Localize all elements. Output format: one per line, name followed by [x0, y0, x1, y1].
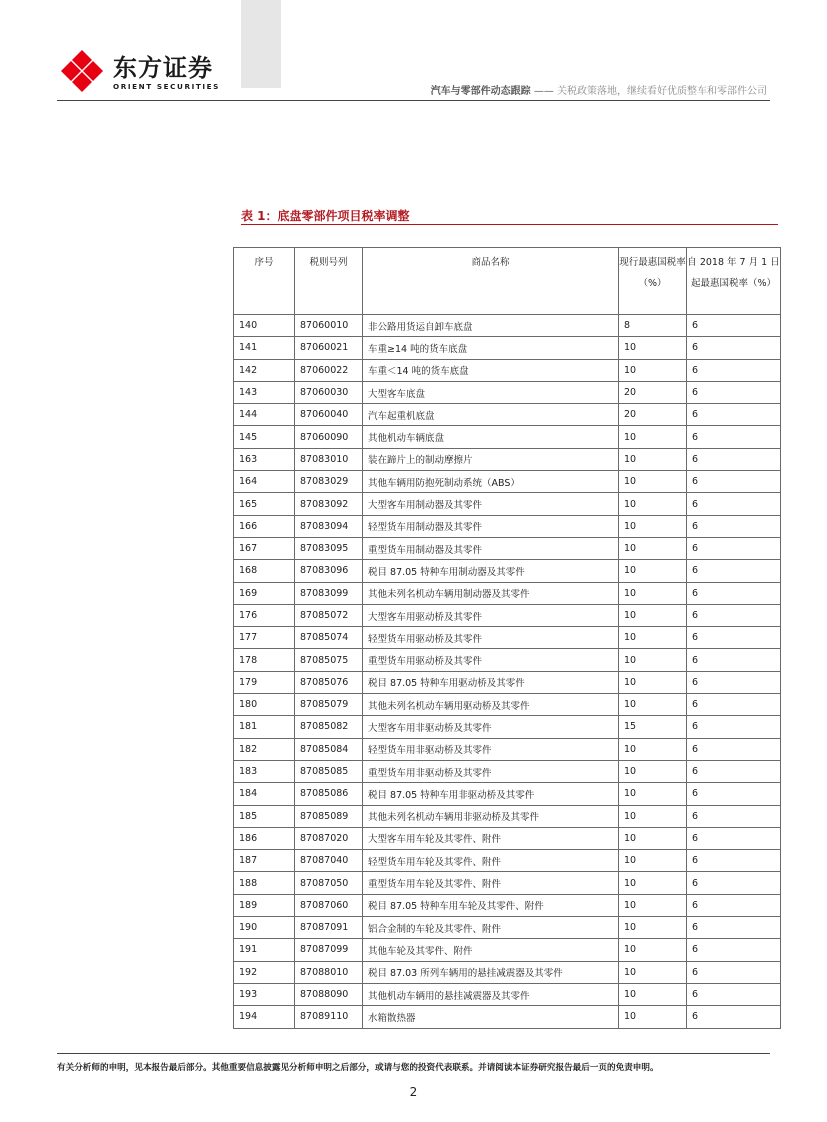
cell-new-rate: 6 — [687, 1006, 781, 1028]
table-row — [234, 894, 781, 916]
cell-current-rate: 10 — [619, 894, 687, 916]
table-header-row — [234, 248, 781, 315]
cell-tariff-code: 87085082 — [295, 716, 363, 738]
table-row — [234, 448, 781, 470]
table-row — [234, 315, 781, 337]
cell-tariff-code: 87083099 — [295, 582, 363, 604]
cell-product-name: 大型客车用驱动桥及其零件 — [363, 604, 619, 626]
cell-tariff-code: 87087050 — [295, 872, 363, 894]
cell-product-name: 税目 87.05 特种车用车轮及其零件、附件 — [363, 894, 619, 916]
cell-tariff-code: 87085085 — [295, 760, 363, 782]
cell-product-name: 铝合金制的车轮及其零件、附件 — [363, 917, 619, 939]
table-row — [234, 537, 781, 559]
table-row — [234, 716, 781, 738]
cell-seq: 194 — [234, 1006, 295, 1028]
cell-product-name: 税目 87.05 特种车用制动器及其零件 — [363, 560, 619, 582]
cell-tariff-code: 87060040 — [295, 404, 363, 426]
cell-current-rate: 20 — [619, 404, 687, 426]
table-row — [234, 582, 781, 604]
cell-current-rate: 8 — [619, 315, 687, 337]
cell-current-rate: 10 — [619, 961, 687, 983]
cell-seq: 182 — [234, 738, 295, 760]
cell-current-rate: 10 — [619, 783, 687, 805]
cell-new-rate: 6 — [687, 805, 781, 827]
cell-new-rate: 6 — [687, 894, 781, 916]
table-row — [234, 493, 781, 515]
table-row — [234, 604, 781, 626]
cell-tariff-code: 87087020 — [295, 827, 363, 849]
report-series: 汽车与零部件动态跟踪 — [430, 86, 531, 97]
table-row — [234, 939, 781, 961]
cell-product-name: 其他机动车辆用的悬挂减震器及其零件 — [363, 983, 619, 1005]
cell-current-rate: 10 — [619, 582, 687, 604]
table-row — [234, 426, 781, 448]
cell-current-rate: 15 — [619, 716, 687, 738]
cell-seq: 141 — [234, 337, 295, 359]
cell-tariff-code: 87085075 — [295, 649, 363, 671]
cell-seq: 169 — [234, 582, 295, 604]
cell-new-rate: 6 — [687, 649, 781, 671]
cell-tariff-code: 87087099 — [295, 939, 363, 961]
cell-current-rate: 10 — [619, 604, 687, 626]
cell-new-rate: 6 — [687, 582, 781, 604]
header-product-name: 商品名称 — [363, 248, 619, 315]
cell-tariff-code: 87083092 — [295, 493, 363, 515]
cell-current-rate: 10 — [619, 537, 687, 559]
header-current-rate: 现行最惠国税率（%） — [619, 248, 687, 315]
cell-current-rate: 10 — [619, 738, 687, 760]
cell-tariff-code: 87060090 — [295, 426, 363, 448]
cell-new-rate: 6 — [687, 939, 781, 961]
cell-current-rate: 10 — [619, 560, 687, 582]
company-logo — [57, 46, 227, 96]
cell-new-rate: 6 — [687, 917, 781, 939]
cell-product-name: 汽车起重机底盘 — [363, 404, 619, 426]
cell-current-rate: 10 — [619, 627, 687, 649]
cell-seq: 183 — [234, 760, 295, 782]
cell-new-rate: 6 — [687, 404, 781, 426]
cell-new-rate: 6 — [687, 961, 781, 983]
cell-new-rate: 6 — [687, 716, 781, 738]
cell-current-rate: 10 — [619, 515, 687, 537]
table-row — [234, 760, 781, 782]
cell-product-name: 税目 87.05 特种车用驱动桥及其零件 — [363, 671, 619, 693]
header-gray-block — [241, 0, 281, 88]
table-row — [234, 337, 781, 359]
cell-product-name: 大型客车底盘 — [363, 381, 619, 403]
cell-current-rate: 10 — [619, 917, 687, 939]
cell-current-rate: 10 — [619, 493, 687, 515]
cell-tariff-code: 87083010 — [295, 448, 363, 470]
cell-seq: 177 — [234, 627, 295, 649]
cell-current-rate: 10 — [619, 760, 687, 782]
cell-tariff-code: 87087040 — [295, 850, 363, 872]
cell-seq: 142 — [234, 359, 295, 381]
cell-product-name: 车重≥14 吨的货车底盘 — [363, 337, 619, 359]
table-row — [234, 471, 781, 493]
cell-new-rate: 6 — [687, 337, 781, 359]
cell-seq: 180 — [234, 694, 295, 716]
cell-new-rate: 6 — [687, 315, 781, 337]
cell-product-name: 轻型货车用非驱动桥及其零件 — [363, 738, 619, 760]
cell-seq: 192 — [234, 961, 295, 983]
cell-tariff-code: 87060030 — [295, 381, 363, 403]
cell-new-rate: 6 — [687, 783, 781, 805]
table-row — [234, 381, 781, 403]
cell-seq: 166 — [234, 515, 295, 537]
cell-seq: 143 — [234, 381, 295, 403]
cell-new-rate: 6 — [687, 604, 781, 626]
cell-seq: 181 — [234, 716, 295, 738]
cell-seq: 186 — [234, 827, 295, 849]
cell-seq: 144 — [234, 404, 295, 426]
cell-seq: 164 — [234, 471, 295, 493]
cell-current-rate: 10 — [619, 983, 687, 1005]
cell-product-name: 车重＜14 吨的货车底盘 — [363, 359, 619, 381]
cell-seq: 193 — [234, 983, 295, 1005]
cell-seq: 145 — [234, 426, 295, 448]
cell-tariff-code: 87089110 — [295, 1006, 363, 1028]
cell-product-name: 装在蹄片上的制动摩擦片 — [363, 448, 619, 470]
cell-seq: 168 — [234, 560, 295, 582]
cell-current-rate: 10 — [619, 694, 687, 716]
cell-seq: 188 — [234, 872, 295, 894]
cell-new-rate: 6 — [687, 448, 781, 470]
disclaimer-text: 有关分析师的申明，见本报告最后部分。其他重要信息披露见分析师申明之后部分，或请与您的投资代表联系。并请阅读本证券研究报告最后一页的免责申明。 — [57, 1063, 659, 1073]
cell-new-rate: 6 — [687, 694, 781, 716]
cell-tariff-code: 87060010 — [295, 315, 363, 337]
table-row — [234, 694, 781, 716]
cell-seq: 176 — [234, 604, 295, 626]
table-row — [234, 983, 781, 1005]
cell-tariff-code: 87085089 — [295, 805, 363, 827]
cell-new-rate: 6 — [687, 515, 781, 537]
cell-tariff-code: 87085079 — [295, 694, 363, 716]
cell-seq: 189 — [234, 894, 295, 916]
cell-new-rate: 6 — [687, 738, 781, 760]
cell-tariff-code: 87088090 — [295, 983, 363, 1005]
table-row — [234, 627, 781, 649]
table-row — [234, 515, 781, 537]
logo-chinese-name: 东方证券 — [113, 54, 213, 82]
cell-seq: 190 — [234, 917, 295, 939]
cell-seq: 178 — [234, 649, 295, 671]
report-subtitle: 关税政策落地，继续看好优质整车和零部件公司 — [557, 86, 767, 97]
table-title: 表 1：底盘零部件项目税率调整 — [241, 209, 410, 223]
cell-new-rate: 6 — [687, 850, 781, 872]
table-row — [234, 805, 781, 827]
cell-tariff-code: 87085086 — [295, 783, 363, 805]
cell-product-name: 轻型货车用驱动桥及其零件 — [363, 627, 619, 649]
table-row — [234, 649, 781, 671]
cell-product-name: 其他车轮及其零件、附件 — [363, 939, 619, 961]
cell-tariff-code: 87085074 — [295, 627, 363, 649]
cell-tariff-code: 87083096 — [295, 560, 363, 582]
cell-seq: 179 — [234, 671, 295, 693]
cell-current-rate: 10 — [619, 337, 687, 359]
cell-new-rate: 6 — [687, 760, 781, 782]
cell-seq: 140 — [234, 315, 295, 337]
cell-current-rate: 10 — [619, 805, 687, 827]
cell-tariff-code: 87087060 — [295, 894, 363, 916]
table-row — [234, 872, 781, 894]
cell-product-name: 重型货车用制动器及其零件 — [363, 537, 619, 559]
cell-current-rate: 10 — [619, 671, 687, 693]
cell-new-rate: 6 — [687, 983, 781, 1005]
cell-new-rate: 6 — [687, 671, 781, 693]
cell-current-rate: 10 — [619, 1006, 687, 1028]
cell-seq: 167 — [234, 537, 295, 559]
cell-seq: 184 — [234, 783, 295, 805]
cell-product-name: 其他机动车辆底盘 — [363, 426, 619, 448]
cell-new-rate: 6 — [687, 560, 781, 582]
table-row — [234, 738, 781, 760]
cell-product-name: 非公路用货运自卸车底盘 — [363, 315, 619, 337]
cell-seq: 191 — [234, 939, 295, 961]
cell-new-rate: 6 — [687, 627, 781, 649]
cell-product-name: 其他未列名机动车辆用非驱动桥及其零件 — [363, 805, 619, 827]
cell-product-name: 重型货车用非驱动桥及其零件 — [363, 760, 619, 782]
cell-seq: 163 — [234, 448, 295, 470]
cell-tariff-code: 87088010 — [295, 961, 363, 983]
header-new-rate: 自 2018 年 7 月 1 日起最惠国税率（%） — [687, 248, 781, 315]
cell-product-name: 轻型货车用制动器及其零件 — [363, 515, 619, 537]
cell-product-name: 水箱散热器 — [363, 1006, 619, 1028]
cell-new-rate: 6 — [687, 471, 781, 493]
cell-tariff-code: 87083094 — [295, 515, 363, 537]
header-tariff-code: 税则号列 — [295, 248, 363, 315]
header-seq: 序号 — [234, 248, 295, 315]
cell-product-name: 轻型货车用车轮及其零件、附件 — [363, 850, 619, 872]
cell-current-rate: 10 — [619, 850, 687, 872]
table-row — [234, 783, 781, 805]
cell-tariff-code: 87085072 — [295, 604, 363, 626]
cell-current-rate: 10 — [619, 827, 687, 849]
cell-tariff-code: 87085084 — [295, 738, 363, 760]
cell-current-rate: 10 — [619, 426, 687, 448]
header-separator: —— — [533, 86, 554, 97]
cell-current-rate: 10 — [619, 359, 687, 381]
cell-seq: 165 — [234, 493, 295, 515]
table-row — [234, 560, 781, 582]
cell-new-rate: 6 — [687, 872, 781, 894]
cell-product-name: 大型客车用非驱动桥及其零件 — [363, 716, 619, 738]
tariff-table — [233, 247, 781, 1029]
cell-tariff-code: 87083029 — [295, 471, 363, 493]
cell-new-rate: 6 — [687, 426, 781, 448]
footer-divider — [57, 1053, 770, 1054]
table-title-underline — [241, 224, 778, 225]
cell-current-rate: 10 — [619, 939, 687, 961]
cell-tariff-code: 87085076 — [295, 671, 363, 693]
header-divider — [57, 100, 770, 101]
cell-current-rate: 10 — [619, 649, 687, 671]
cell-new-rate: 6 — [687, 359, 781, 381]
table-row — [234, 827, 781, 849]
cell-new-rate: 6 — [687, 537, 781, 559]
cell-tariff-code: 87060021 — [295, 337, 363, 359]
cell-current-rate: 10 — [619, 872, 687, 894]
table-row — [234, 404, 781, 426]
table-row — [234, 961, 781, 983]
cell-tariff-code: 87060022 — [295, 359, 363, 381]
cell-new-rate: 6 — [687, 493, 781, 515]
table-row — [234, 1006, 781, 1028]
cell-seq: 185 — [234, 805, 295, 827]
report-header-title — [431, 82, 767, 97]
cell-product-name: 重型货车用驱动桥及其零件 — [363, 649, 619, 671]
cell-product-name: 税目 87.05 特种车用非驱动桥及其零件 — [363, 783, 619, 805]
page-number: 2 — [409, 1085, 418, 1099]
cell-current-rate: 10 — [619, 448, 687, 470]
cell-product-name: 重型货车用车轮及其零件、附件 — [363, 872, 619, 894]
table-body — [234, 315, 781, 1029]
table-row — [234, 359, 781, 381]
cell-current-rate: 10 — [619, 471, 687, 493]
cell-product-name: 其他车辆用防抱死制动系统（ABS） — [363, 471, 619, 493]
table-row — [234, 671, 781, 693]
cell-tariff-code: 87087091 — [295, 917, 363, 939]
cell-seq: 187 — [234, 850, 295, 872]
cell-new-rate: 6 — [687, 381, 781, 403]
cell-product-name: 其他未列名机动车辆用驱动桥及其零件 — [363, 694, 619, 716]
table-row — [234, 917, 781, 939]
cell-product-name: 大型客车用制动器及其零件 — [363, 493, 619, 515]
logo-mark-icon — [57, 46, 107, 96]
cell-product-name: 大型客车用车轮及其零件、附件 — [363, 827, 619, 849]
table-row — [234, 850, 781, 872]
cell-tariff-code: 87083095 — [295, 537, 363, 559]
cell-current-rate: 20 — [619, 381, 687, 403]
cell-product-name: 其他未列名机动车辆用制动器及其零件 — [363, 582, 619, 604]
cell-new-rate: 6 — [687, 827, 781, 849]
logo-english-name: ORIENT SECURITIES — [113, 82, 220, 91]
cell-product-name: 税目 87.03 所列车辆用的悬挂减震器及其零件 — [363, 961, 619, 983]
